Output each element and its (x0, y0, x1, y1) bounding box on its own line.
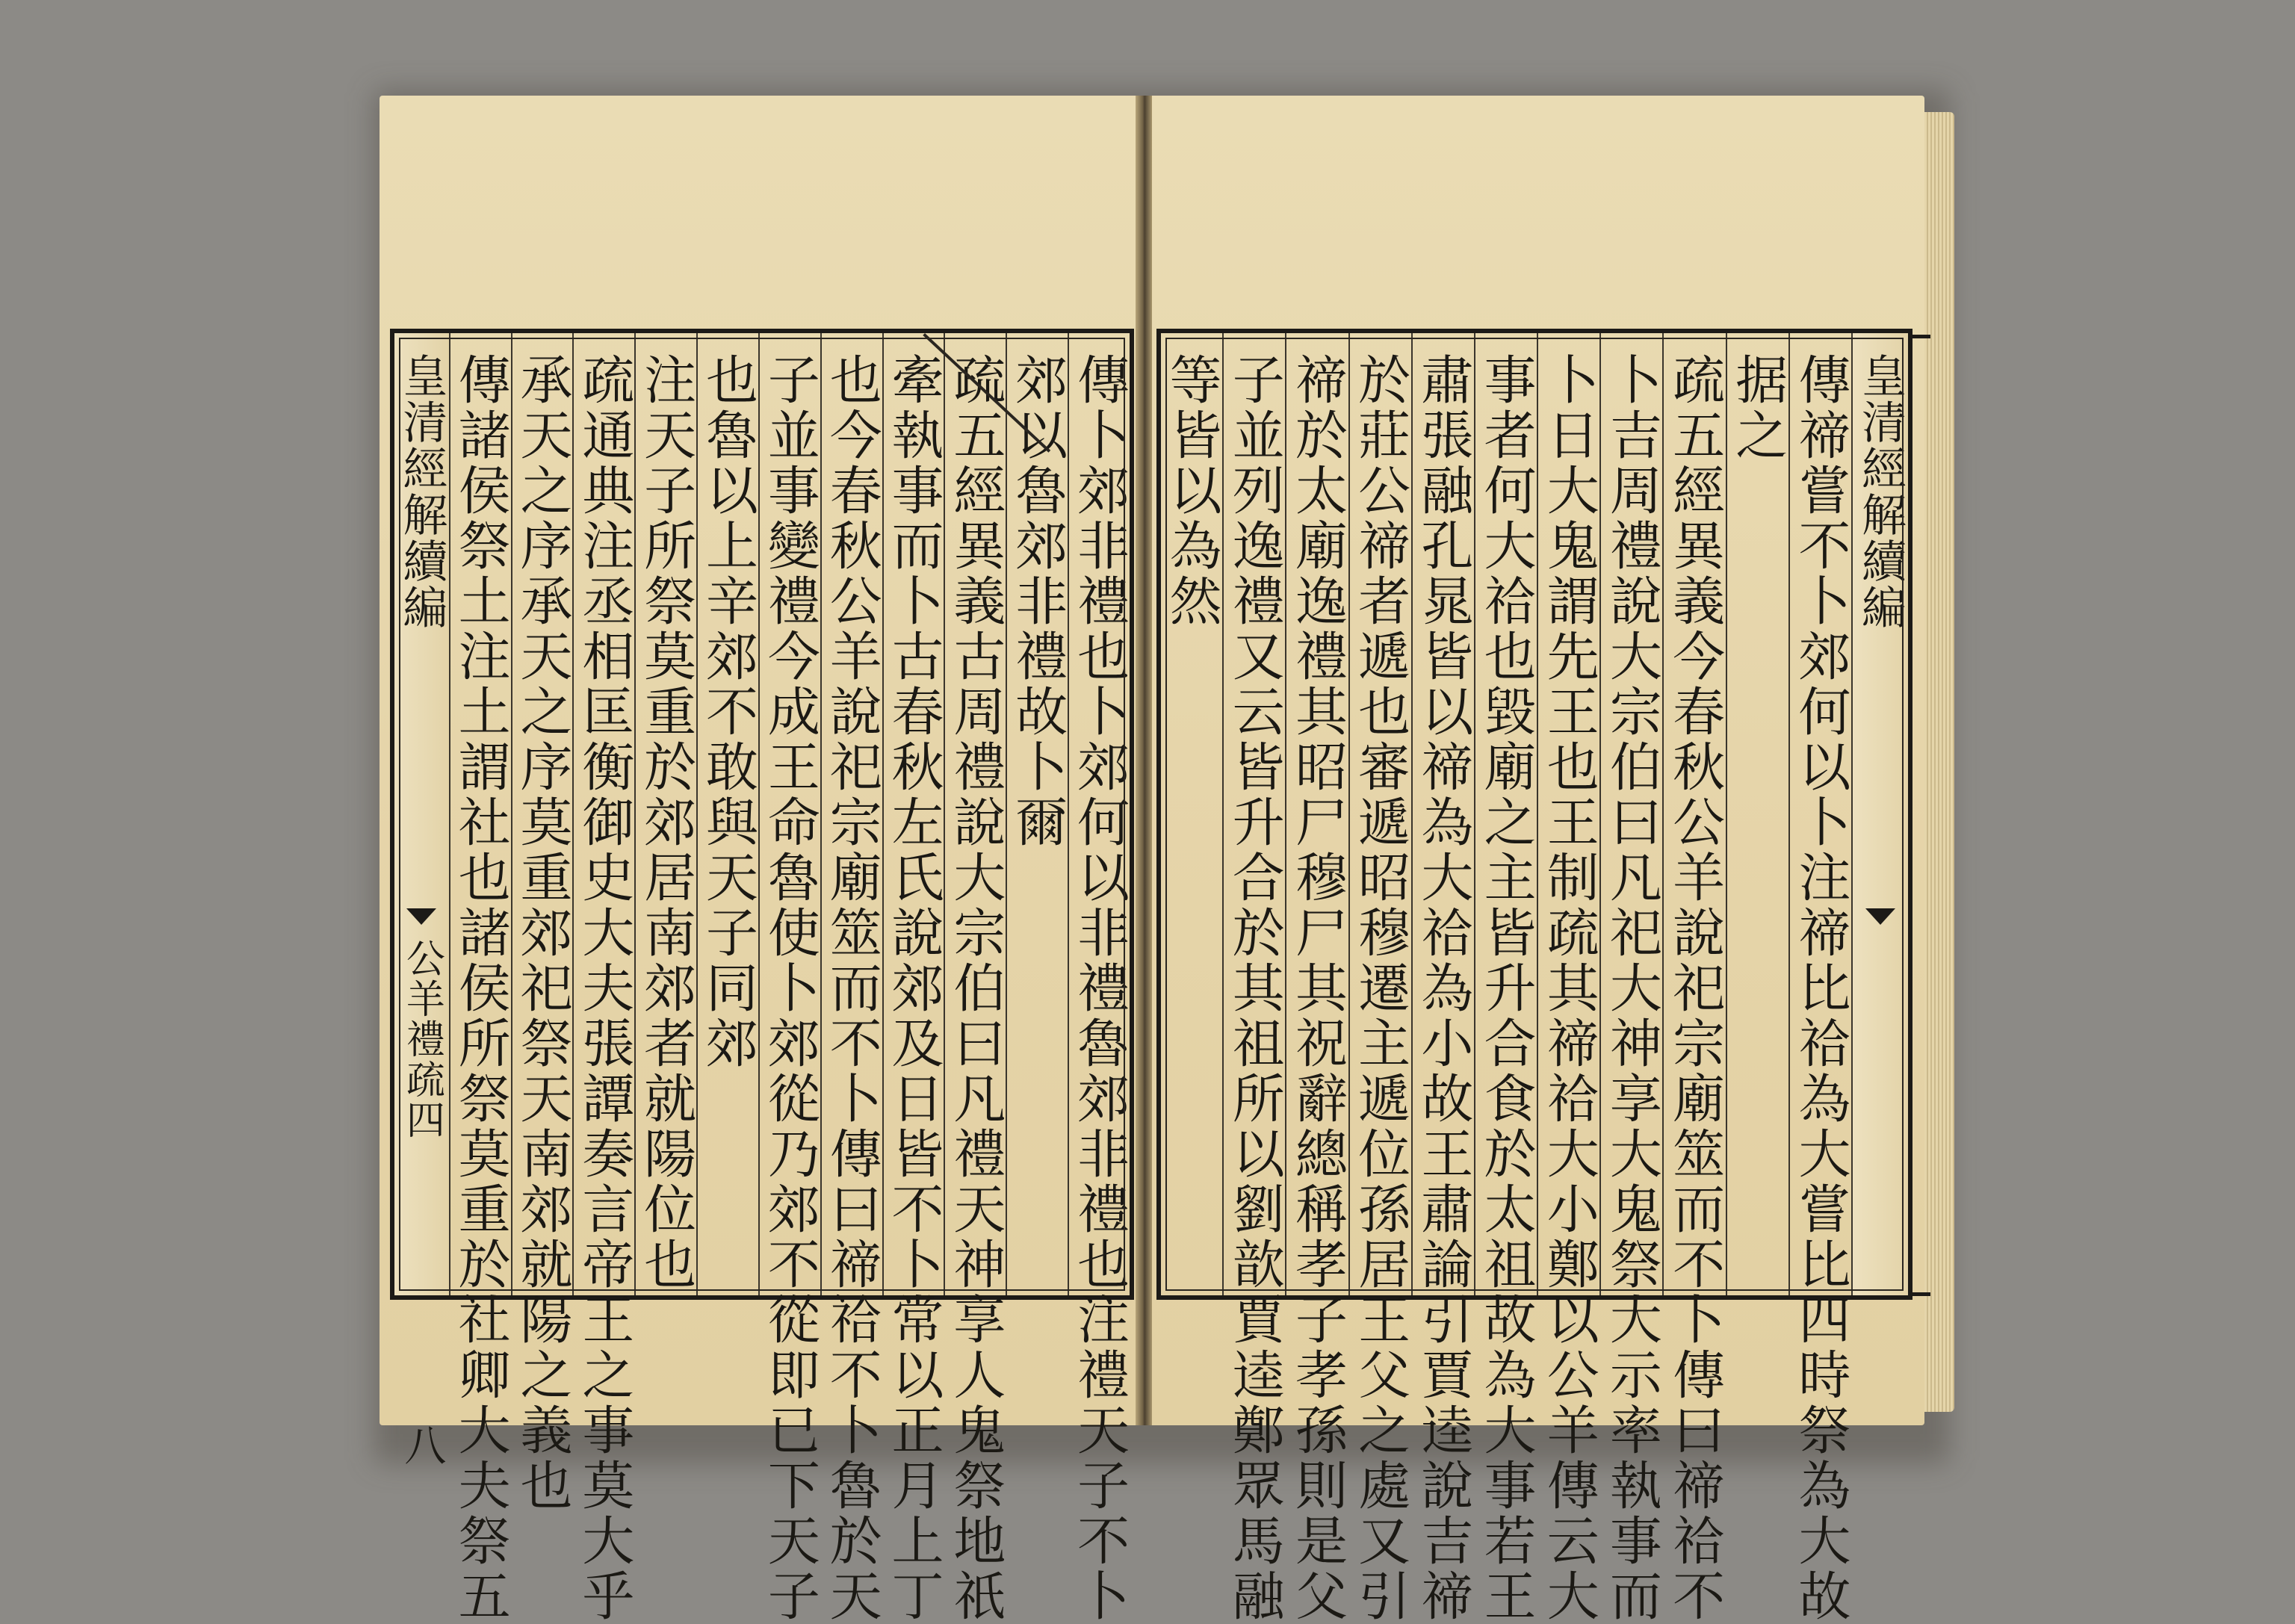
right-column-5 (1537, 333, 1600, 1624)
right-column-6 (1474, 333, 1537, 1624)
column-text: 事者何大祫也毀廟之主皆升合食於太祖故為大事若王 (1475, 353, 1537, 1624)
right-column-8 (1348, 333, 1411, 1624)
banxin-subtitle: 公羊禮疏四 (399, 938, 445, 1140)
left-text-frame (390, 329, 1134, 1624)
column-text: 傳禘嘗不卜郊何以卜注禘比祫為大嘗比四時祭為大故 (1789, 353, 1851, 1624)
left-column-2 (1006, 333, 1068, 1295)
column-text: 据之 (1726, 353, 1788, 463)
left-column-11 (449, 333, 512, 1624)
column-text: 傳諸侯祭土注土謂社也諸侯所祭莫重於社卿大夫祭五 (450, 353, 512, 1624)
left-column-3 (944, 333, 1006, 1624)
column-text: 傳卜郊非禮也卜郊何以非禮魯郊非禮也注禮天子不卜 (1068, 353, 1130, 1624)
column-text: 疏五經異義今春秋公羊說祀宗廟筮而不卜傳曰禘祫不 (1664, 353, 1726, 1624)
column-text: 卜日大鬼謂先王也王制疏其禘祫大小鄭以公羊傳云大 (1538, 353, 1600, 1624)
right-text-frame (1156, 329, 1912, 1624)
column-text: 卜吉周禮說大宗伯曰凡祀大神享大鬼祭大示率執事而 (1601, 353, 1663, 1624)
left-column-10 (511, 333, 573, 1513)
column-text: 等皆以為然 (1161, 353, 1223, 629)
column-text: 禘於太廟逸禮其昭尸穆尸其祝辭總稱孝子孝孫則是父 (1286, 353, 1348, 1624)
right-column-11 (1161, 333, 1222, 1295)
left-column-9 (572, 333, 635, 1624)
right-column-7 (1411, 333, 1474, 1624)
page-number: 八 (397, 1424, 447, 1467)
right-column-3 (1662, 333, 1726, 1624)
left-column-4 (882, 333, 945, 1624)
column-text: 於莊公禘者遞也審遞昭穆遷主遞位孫居王父之處又引 (1349, 353, 1411, 1624)
left-banxin (394, 333, 449, 1467)
book-gutter (1136, 96, 1152, 1425)
right-banxin (1851, 333, 1908, 1295)
column-text: 疏通典注丞相匡衡御史大夫張譚奏言帝王之事莫大乎 (573, 353, 635, 1624)
right-extended-rule-top (1912, 335, 1930, 338)
column-text: 注天子所祭莫重於郊居南郊者就陽位也 (635, 353, 697, 1292)
column-text: 郊以魯郊非禮故卜爾 (1006, 353, 1068, 850)
column-text: 疏五經異義古周禮說大宗伯曰凡禮天神享人鬼祭地祇 (944, 353, 1006, 1624)
banxin-title: 皇清經解續編 (1854, 353, 1907, 630)
right-column-10 (1222, 333, 1286, 1624)
left-column-8 (634, 333, 696, 1295)
right-column-2 (1726, 333, 1788, 1295)
column-text: 承天之序承天之序莫重郊祀祭天南郊就陽之義也 (511, 353, 573, 1513)
left-column-1 (1068, 333, 1130, 1624)
right-column-4 (1599, 333, 1663, 1624)
left-column-6 (758, 333, 821, 1624)
right-column-9 (1285, 333, 1348, 1624)
column-text: 子並列逸禮又云皆升合於其祖所以劉歆賈逵鄭眾馬融 (1224, 353, 1286, 1624)
right-column-1 (1788, 333, 1851, 1624)
page-edges (1924, 112, 1954, 1412)
right-extended-rule-bottom (1912, 1292, 1930, 1296)
left-column-5 (820, 333, 883, 1624)
column-text: 也魯以上辛郊不敢與天子同郊 (697, 353, 759, 1071)
banxin-title: 皇清經解續編 (395, 353, 448, 630)
column-text: 牽執事而卜古春秋左氏說郊及日皆不卜常以正月上丁 (883, 353, 945, 1624)
left-column-7 (696, 333, 758, 1295)
fishtail-mark (1865, 908, 1895, 925)
fishtail-mark (406, 908, 436, 925)
column-text: 肅張融孔晁皆以禘為大祫為小故王肅論引賈逵說吉禘 (1412, 353, 1474, 1624)
column-text: 子並事變禮今成王命魯使卜郊從乃郊不從即已下天子 (759, 353, 821, 1624)
column-text: 也今春秋公羊說祀宗廟筮而不卜傳曰禘祫不卜魯於天 (821, 353, 883, 1624)
